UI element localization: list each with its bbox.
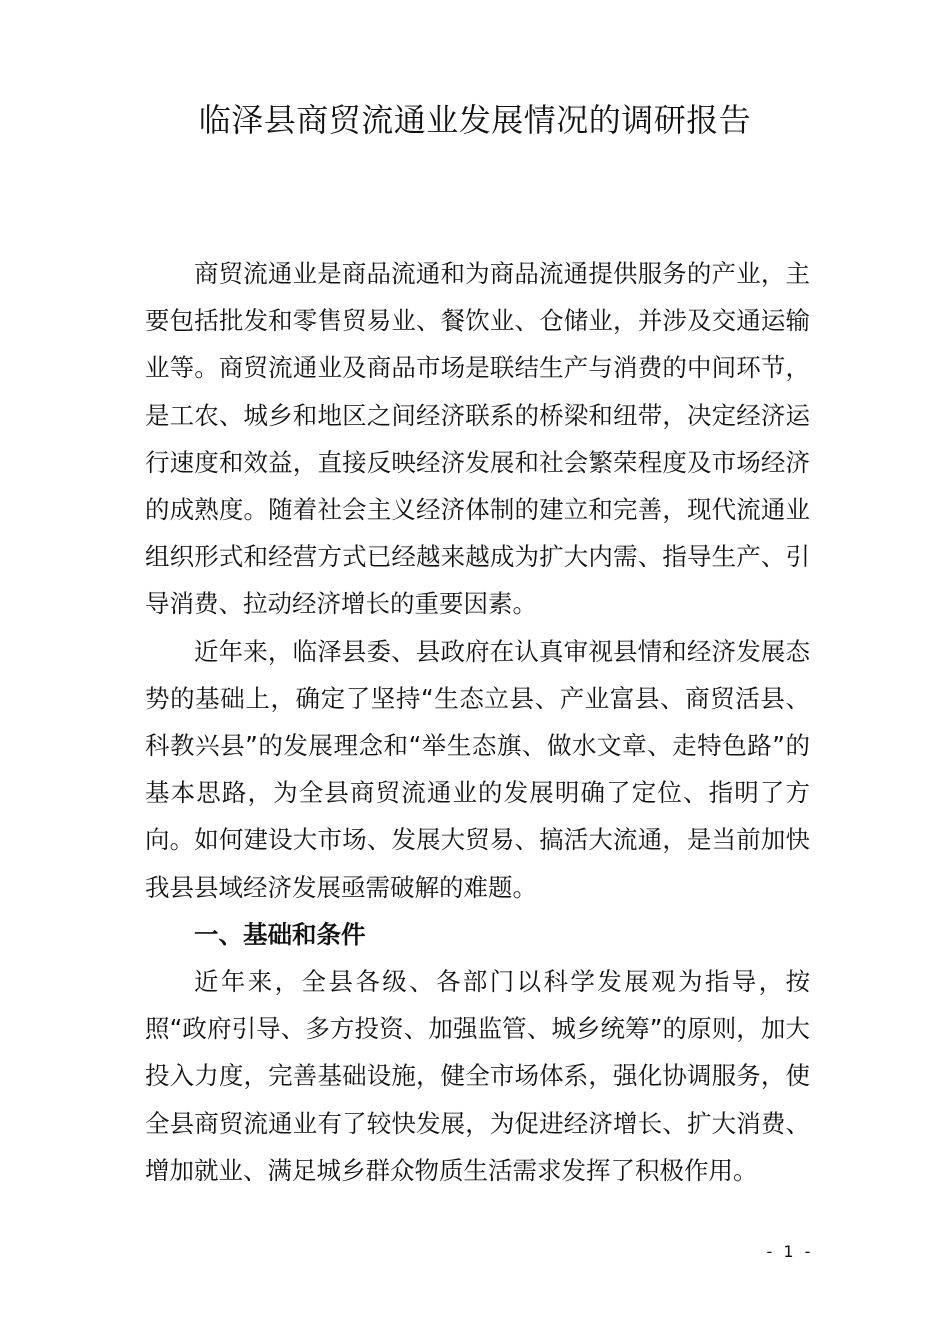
- document-body: [145, 250, 810, 1194]
- section-heading: 一、基础和条件: [194, 919, 366, 949]
- document-title: 临泽县商贸流通业发展情况的调研报告: [198, 101, 752, 139]
- section-paragraph: 近年来，全县各级、各部门以科学发展观为指导，按照“政府引导、多方投资、加强监管、城乡统筹”的原则，加大投入力度，完善基础设施，健全市场体系，强化协调服务，使全县商贸流通业有了较快发展，为促进经济增长、扩大消费、增加就业、满足城乡群众物质生活需求发挥了积极作用。: [145, 967, 810, 1185]
- background-paragraph: 近年来，临泽县委、县政府在认真审视县情和经济发展态势的基础上，确定了坚持“生态立县、产业富县、商贸活县、科教兴县”的发展理念和“举生态旗、做水文章、走特色路”的基本思路，为全县商贸流通业的发展明确了定位、指明了方向。如何建设大市场、发展大贸易、搞活大流通，是当前加快我县县域经济发展亟需破解的难题。: [145, 636, 810, 902]
- intro-paragraph: 商贸流通业是商品流通和为商品流通提供服务的产业，主要包括批发和零售贸易业、餐饮业、仓储业，并涉及交通运输业等。商贸流通业及商品市场是联结生产与消费的中间环节，是工农、城乡和地区之间经济联系的桥梁和纽带，决定经济运行速度和效益，直接反映经济发展和社会繁荣程度及市场经济的成熟度。随着社会主义经济体制的建立和完善，现代流通业组织形式和经营方式已经越来越成为扩大内需、指导生产、引导消费、拉动经济增长的重要因素。: [145, 259, 810, 619]
- page-number: - 1 -: [766, 1242, 814, 1261]
